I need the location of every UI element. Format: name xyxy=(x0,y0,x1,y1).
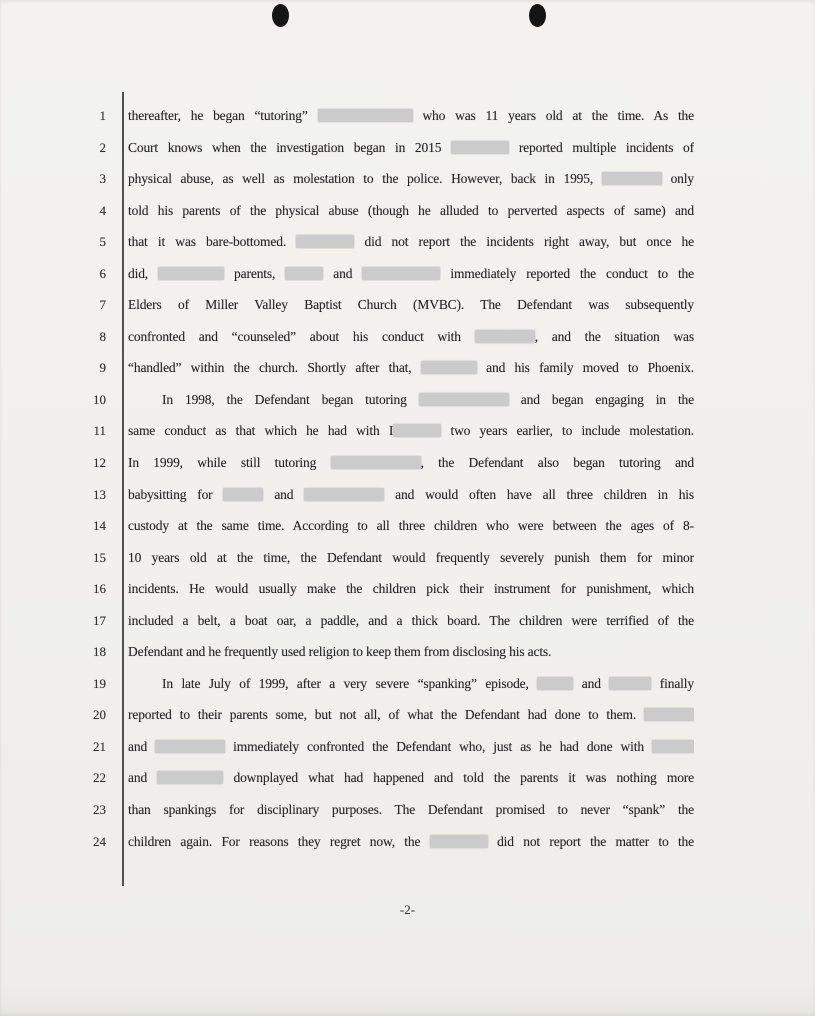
pleading-line-row xyxy=(0,384,815,416)
line-text: babysitting for and and would often have all three children in his xyxy=(128,486,694,502)
line-text: “handled” within the church. Shortly after that, and his family moved to Phoenix. xyxy=(128,360,694,376)
line-number: 24 xyxy=(93,833,106,849)
redaction-box xyxy=(430,835,488,848)
line-number: 8 xyxy=(99,328,106,344)
line-number: 3 xyxy=(99,171,106,187)
line-text: same conduct as that which he had with I two years earlier, to include molestation. xyxy=(128,423,694,439)
line-number: 14 xyxy=(93,518,106,534)
line-text: custody at the same time. According to all three children who were between the ages of 8- xyxy=(128,518,694,534)
line-text: physical abuse, as well as molestation to the police. However, back in 1995, only xyxy=(128,171,694,187)
line-number: 12 xyxy=(93,455,106,471)
pleading-line-row xyxy=(0,132,815,164)
pleading-line-row xyxy=(0,573,815,605)
redaction-box xyxy=(155,740,225,753)
line-number: 21 xyxy=(93,738,106,754)
line-text: Defendant and he frequently used religion to keep them from disclosing his acts. xyxy=(128,644,552,660)
document-body xyxy=(0,100,815,857)
pleading-line-row xyxy=(0,826,815,858)
pleading-line-row xyxy=(0,794,815,826)
line-text: included a belt, a boat oar, a paddle, and a thick board. The children were terrified of the xyxy=(128,612,694,628)
redaction-box xyxy=(157,771,223,784)
line-text: In 1998, the Defendant began tutoring and began engaging in the xyxy=(162,391,694,407)
pleading-line-row xyxy=(0,762,815,794)
redaction-box xyxy=(393,424,441,437)
pleading-line-row xyxy=(0,415,815,447)
pleading-line-row xyxy=(0,636,815,668)
line-number: 9 xyxy=(99,360,106,376)
pleading-line-row xyxy=(0,352,815,384)
line-text: than spankings for disciplinary purposes. The Defendant promised to never “spank” the xyxy=(128,802,694,818)
line-text: Elders of Miller Valley Baptist Church (MVBC). The Defendant was subsequently xyxy=(128,297,694,313)
line-number: 6 xyxy=(99,265,106,281)
redaction-box xyxy=(602,172,662,185)
pleading-line-row xyxy=(0,100,815,132)
pleading-line-row xyxy=(0,510,815,542)
line-text: In late July of 1999, after a very severe “spanking” episode, and finally xyxy=(162,675,694,691)
line-number: 1 xyxy=(99,108,106,123)
redaction-box xyxy=(537,677,573,690)
line-number: 7 xyxy=(99,297,106,313)
redaction-box xyxy=(644,708,694,721)
pleading-line-row xyxy=(0,668,815,700)
pleading-line-row xyxy=(0,605,815,637)
line-number: 22 xyxy=(93,770,106,786)
pleading-line-row xyxy=(0,226,815,258)
redaction-box xyxy=(652,740,694,753)
line-text: did, parents, and immediately reported the conduct to the xyxy=(128,265,694,281)
line-number: 10 xyxy=(93,391,106,407)
pleading-line-row xyxy=(0,258,815,290)
redaction-box xyxy=(285,267,323,280)
pleading-line-row xyxy=(0,542,815,574)
redaction-box xyxy=(362,267,440,280)
pleading-line-row xyxy=(0,731,815,763)
line-text: thereafter, he began “tutoring” who was 11 years old at the time. As the xyxy=(128,108,694,123)
pleading-line-row xyxy=(0,163,815,195)
line-number: 4 xyxy=(99,202,106,218)
redaction-box xyxy=(419,393,509,406)
line-number: 15 xyxy=(93,549,106,565)
redaction-box xyxy=(331,456,421,469)
redaction-box xyxy=(451,141,509,154)
pleading-line-row xyxy=(0,479,815,511)
line-text: 10 years old at the time, the Defendant would frequently severely punish them for minor xyxy=(128,549,694,565)
pleading-line-row xyxy=(0,699,815,731)
redaction-box xyxy=(296,235,354,248)
redaction-box xyxy=(421,361,477,374)
line-number: 19 xyxy=(93,675,106,691)
line-text: and immediately confronted the Defendant who, just as he had done with xyxy=(128,731,694,763)
punch-hole-icon xyxy=(529,4,546,27)
line-number: 17 xyxy=(93,612,106,628)
line-text: children again. For reasons they regret now, the did not report the matter to the xyxy=(128,833,694,849)
line-text: and downplayed what had happened and told the parents it was nothing more xyxy=(128,770,694,786)
line-text: reported to their parents some, but not all, of what the Defendant had done to them. xyxy=(128,699,694,731)
line-number: 13 xyxy=(93,486,106,502)
redaction-box xyxy=(609,677,651,690)
redaction-box xyxy=(223,488,263,501)
redaction-box xyxy=(158,267,224,280)
line-number: 5 xyxy=(99,234,106,250)
line-number: 18 xyxy=(93,644,106,660)
line-number: 11 xyxy=(93,423,106,439)
line-text: confronted and “counseled” about his conduct with , and the situation was xyxy=(128,328,694,344)
line-text: In 1999, while still tutoring , the Defendant also began tutoring and xyxy=(128,455,694,471)
line-text: Court knows when the investigation began in 2015 reported multiple incidents of xyxy=(128,139,694,155)
redaction-box xyxy=(318,109,413,122)
punch-hole-icon xyxy=(272,4,289,27)
line-number: 20 xyxy=(93,707,106,723)
pleading-line-row xyxy=(0,447,815,479)
line-number: 16 xyxy=(93,581,106,597)
line-text: incidents. He would usually make the children pick their instrument for punishment, which xyxy=(128,581,694,597)
redaction-box xyxy=(304,488,384,501)
line-text: that it was bare-bottomed. did not report the incidents right away, but once he xyxy=(128,234,694,250)
redaction-box xyxy=(475,330,535,343)
pleading-line-row xyxy=(0,289,815,321)
page-number: -2- xyxy=(399,902,416,917)
line-number: 2 xyxy=(99,139,106,155)
pleading-line-row xyxy=(0,321,815,353)
pleading-line-row xyxy=(0,195,815,227)
line-text: told his parents of the physical abuse (though he alluded to perverted aspects of same) and xyxy=(128,202,694,218)
line-number: 23 xyxy=(93,802,106,818)
